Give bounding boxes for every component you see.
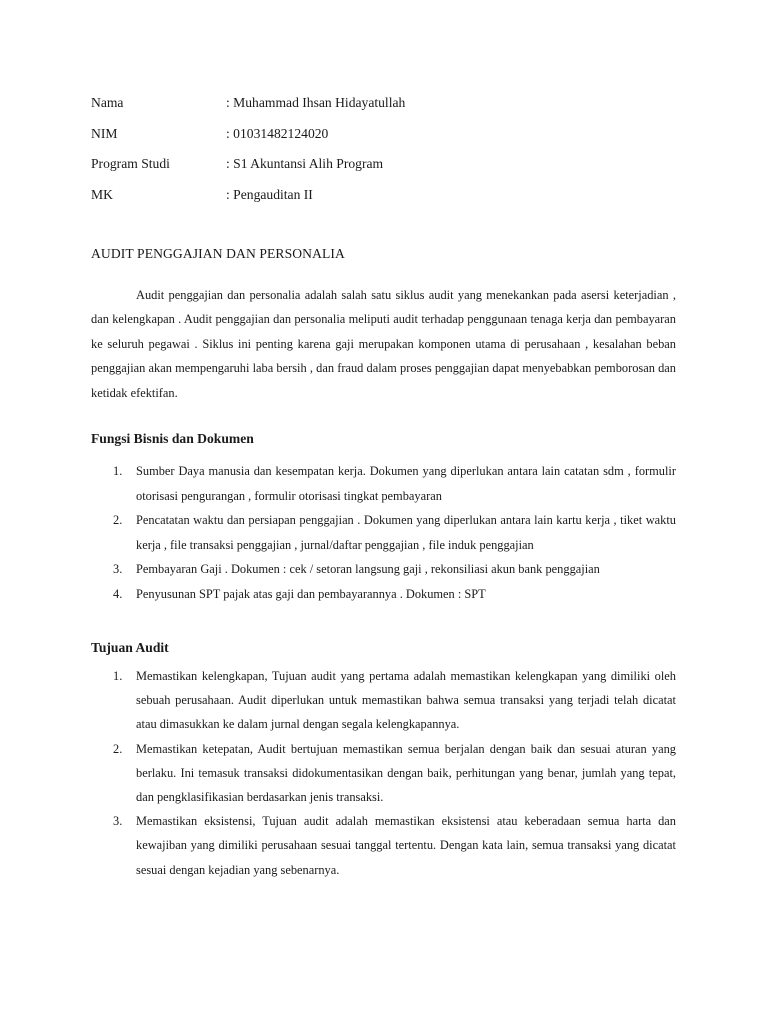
list-number: 3. <box>113 562 123 577</box>
tujuan-list <box>91 664 676 882</box>
list-text: Sumber Daya manusia dan kesempatan kerja. Dokumen yang diperlukan antara lain catatan sdm , formulir otorisasi pengurangan , formulir otorisasi tingkat pembayaran <box>136 464 676 503</box>
list-item <box>91 809 676 882</box>
list-number: 2. <box>113 741 123 756</box>
list-text: Pembayaran Gaji . Dokumen : cek / setoran langsung gaji , rekonsiliasi akun bank penggajian <box>136 562 600 577</box>
student-info <box>91 92 691 214</box>
list-text: Memastikan ketepatan, Audit bertujuan memastikan semua berjalan dengan baik dan sesuai aturan yang berlaku. Ini temasuk transaksi didokumentasikan dengan baik, perhitungan yang benar, jumlah yang tepat, dan pengklasifikasian berdasarkan jenis transaksi. <box>136 741 676 805</box>
info-value: : Muhammad Ihsan Hidayatullah <box>226 95 406 110</box>
list-number: 3. <box>113 814 123 829</box>
list-text: Pencatatan waktu dan persiapan penggajian . Dokumen yang diperlukan antara lain kartu kerja , tiket waktu kerja , file transaksi penggajian , jurnal/daftar penggajian , file induk penggajian <box>136 513 676 552</box>
section-heading-fungsi: Fungsi Bisnis dan Dokumen <box>91 431 254 446</box>
document-title: AUDIT PENGGAJIAN DAN PERSONALIA <box>91 246 345 261</box>
info-label: Nama <box>91 95 124 110</box>
list-item <box>91 582 676 607</box>
list-item <box>91 459 676 508</box>
info-value: : S1 Akuntansi Alih Program <box>226 156 384 171</box>
list-item <box>91 508 676 557</box>
info-row-mk <box>91 184 691 215</box>
list-text: Memastikan eksistensi, Tujuan audit adalah memastikan eksistensi atau keberadaan semua harta dan kewajiban yang dimiliki perusahaan sesuai tanggal tertentu. Dengan kata lain, semua transaksi yang dicatat sesuai dengan kejadian yang sebenarnya. <box>136 814 676 877</box>
list-text: Penyusunan SPT pajak atas gaji dan pembayarannya . Dokumen : SPT <box>136 586 486 601</box>
list-item <box>91 664 676 737</box>
list-item <box>91 557 676 582</box>
info-value: : 01031482124020 <box>226 125 329 141</box>
list-number: 4. <box>113 586 123 601</box>
intro-paragraph: Audit penggajian dan personalia adalah salah satu siklus audit yang menekankan pada asersi keterjadian , dan kelengkapan . Audit penggajian dan personalia meliputi audit terhadap penggunaan tenaga kerja dan pembayaran ke seluruh pegawai . Siklus ini penting karena gaji merupakan komponen utama di perusahaan , kesalahan beban penggajian akan mempengaruhi laba bersih , dan fraud dalam proses penggajian dapat menyebabkan pemborosan dan ketidak efektifan. <box>91 288 676 400</box>
list-number: 2. <box>113 513 123 528</box>
info-row-program-studi <box>91 153 691 184</box>
info-label: MK <box>91 186 113 202</box>
list-text: Memastikan kelengkapan, Tujuan audit yang pertama adalah memastikan kelengkapan yang dimiliki oleh sebuah perusahaan. Audit diperlukan untuk memastikan bahwa semua transaksi yang terjadi telah dicatat atau dimasukkan ke dalam jurnal dengan segala kelengkapannya. <box>136 669 676 732</box>
section-heading-tujuan: Tujuan Audit <box>91 640 169 655</box>
list-item <box>91 737 676 810</box>
list-number: 1. <box>113 669 123 683</box>
info-row-nama <box>91 92 691 123</box>
info-label: NIM <box>91 125 118 141</box>
info-row-nim <box>91 123 691 154</box>
info-value: : Pengauditan II <box>226 186 313 202</box>
fungsi-list <box>91 459 676 607</box>
list-number: 1. <box>113 464 123 478</box>
info-label: Program Studi <box>91 156 170 171</box>
